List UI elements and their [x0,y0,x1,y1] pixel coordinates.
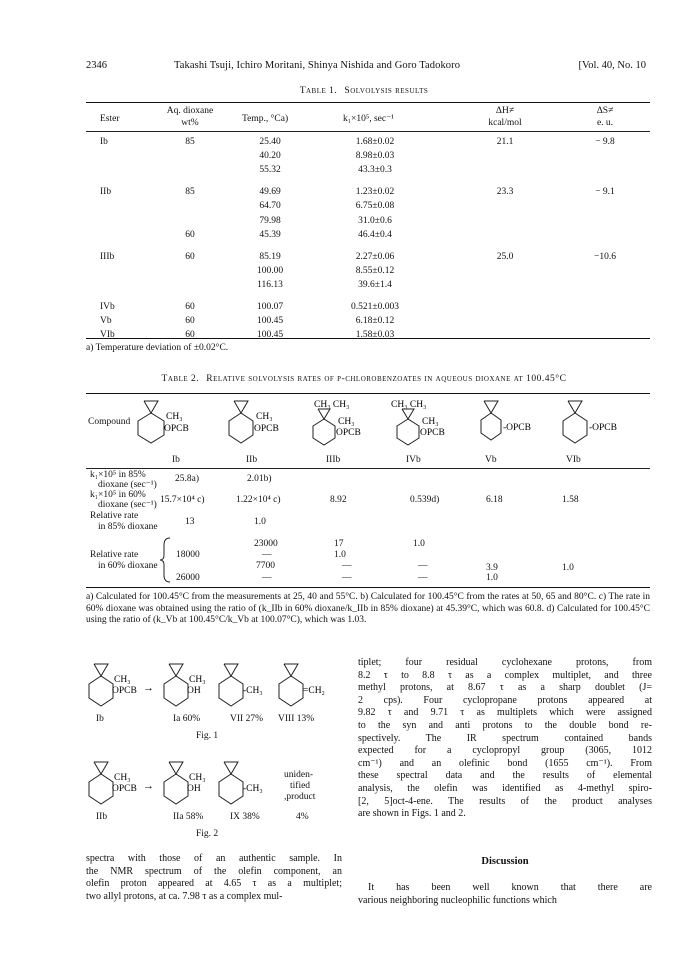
table1-cell-ester: Vb [100,316,112,327]
table1-cell-k: 1.23±0.02 [355,187,395,198]
discussion-heading: Discussion [481,856,529,867]
left_bottom-line: olefin proton appeared at 4.65 τ as a multiplet; [86,878,342,890]
table1-cell-ester: IIb [100,187,112,198]
table1-cell-dh: 23.3 [496,187,514,198]
left_bottom-line: two allyl protons, at ca. 7.98 τ as a complex mul- [86,890,283,902]
table1-cell-ds: − 9.1 [595,187,615,198]
discussion_text-line: various neighboring nucleophilic functions which [358,894,557,906]
table1-bottom-rule [86,338,650,339]
table1-cell-dioxane: 60 [185,229,195,240]
svg-text:CH₃: CH₃ [166,412,183,422]
svg-text:OH: OH [187,686,201,696]
volume-info: [Vol. 40, No. 10 [578,60,646,71]
svg-text:→: → [143,682,154,694]
table1-cell-k: 46.4±0.4 [358,229,392,240]
structure-iib [229,401,279,443]
right_col-line: are shown in Figs. 1 and 2. [358,808,466,820]
right_col-line: methyl protons, at 8.67 τ as a sharp doublet (J= [358,682,652,694]
right_col-line: these spectral data and the results of elemental [358,770,652,782]
right_col-line: 8.2 τ to 8.8 τ as a complex multiplet, and three [358,669,652,681]
fig2-caption: Fig. 2 [196,829,219,839]
right_col-line: [2, 5]oct-4-ene. The results of the product analyses [358,795,652,807]
svg-text:→: → [143,780,154,792]
svg-text:-OPCB: -OPCB [503,423,531,433]
left-column-text [86,853,342,903]
fig1-caption: Fig. 1 [196,731,219,741]
left_bottom-line: spectra with those of an authentic sample. In [86,853,342,864]
table1-cell-temp: 45.39 [259,229,281,240]
table1-cell-k: 0.521±0.003 [351,302,399,312]
table1-cell-k: 43.3±0.3 [358,165,392,176]
table1-cell-dh: 21.1 [496,137,514,147]
table1-cell-k: 1.58±0.03 [355,330,395,341]
table1-cell-ester: VIb [100,330,115,341]
table1-cell-k: 8.98±0.03 [355,151,395,162]
right_col-line: to the syn and anti protons to the double bond re- [358,719,652,731]
svg-text:-CH₃: -CH₃ [243,686,263,696]
table1-cell-k: 6.75±0.08 [355,201,395,212]
fig2-iia [164,762,206,804]
right_col-line: tiplet; four residual cyclohexane protons, from [358,657,652,668]
table1-cell-temp: 116.13 [257,279,283,290]
structure-vib [563,401,617,443]
discussion_text-line: It has been well known that there are [368,882,652,893]
table1-cell-temp: 49.69 [259,187,281,198]
table1-header-rule [86,131,650,132]
table1-cell-dioxane: 60 [185,330,195,341]
svg-text:-CH₃: -CH₃ [243,784,263,794]
structure-iiib-top: CH₃ CH₃ [314,400,350,410]
table1-cell-temp: 100.07 [256,302,284,312]
table1-cell-temp: 55.32 [259,165,281,176]
table1-cell-temp: 100.00 [256,265,284,276]
svg-text:CH₃ CH₃: CH₃ CH₃ [391,400,427,410]
table1-cell-ds: − 9.8 [595,137,615,147]
right_col-line: expected for a cyclopropyl group (3065, 1012 [358,745,652,757]
table2-structures [86,393,656,455]
table2-caption: Table 2. Relative solvolysis rates of p-chlorobenzoates in aqueous dioxane at 100.45°C [161,374,567,384]
svg-text:-OPCB: -OPCB [589,423,617,433]
table1-cell-temp: 25.40 [259,137,281,147]
table1-cell-ester: IIIb [100,251,115,262]
table1-cell-k: 31.0±0.6 [358,215,392,226]
svg-text:CH₃: CH₃ [189,675,206,685]
table1-cell-k: 8.55±0.12 [355,265,395,276]
table1-cell-k: 39.6±1.4 [358,279,392,290]
right_col-line: analysis, the olefin was identified as 4-methyl spiro- [358,782,652,794]
svg-text:CH₃: CH₃ [256,412,273,422]
table1-top-rule [86,102,650,103]
table1-footnote: a) Temperature deviation of ±0.02°C. [86,343,229,353]
table1-cell-temp: 85.19 [259,251,281,262]
structure-ib [138,401,189,443]
svg-text:CH₃: CH₃ [114,773,131,783]
table1-cell-temp: 40.20 [259,151,281,162]
svg-text:OPCB: OPCB [254,424,279,434]
table1-caption: Table 1. Solvolysis results [299,86,429,96]
fig2-iib [89,762,137,804]
svg-text:OPCB: OPCB [336,428,361,438]
table1-cell-temp: 100.45 [256,316,284,327]
table1-cell-dh: 25.0 [496,251,514,262]
structure-vb [481,401,531,440]
right_col-line: 9.82 τ and 9.71 τ as multiplets which were assigned [358,707,652,719]
structure-iiib [313,400,361,445]
table1-cell-dioxane: 60 [185,316,195,327]
fig2-ix [219,762,263,804]
fig1-ia [164,664,206,706]
svg-text:OH: OH [187,784,201,794]
brace-icon [160,537,172,583]
structure-ivb [391,400,445,445]
table2-footnote: a) Calculated for 100.45°C from the measurements at 25, 40 and 55°C. b) Calculated for 100.45°C from the rates at 50, 65 and 80°C. c) The rate in 60% dioxane was obtained using the ratio of (k_IIb in 60% dioxane/k_IIb in 85% dioxane) at 45.39°C, which was 60.8. d) Calculated for 100.45°C using the ratio of (k_Vb at 100.45°C/k_Vb at 100.07°C), which was 1.03. [86,592,650,625]
svg-text:CH₃: CH₃ [114,675,131,685]
fig1-vii [219,664,263,706]
table1-cell-dioxane: 85 [185,187,195,198]
table1-cell-temp: 79.98 [259,215,281,226]
svg-text:OPCB: OPCB [112,784,137,794]
svg-text:=CH₂: =CH₂ [303,686,325,696]
running-authors: Takashi Tsuji, Ichiro Moritani, Shinya Nishida and Goro Tadokoro [174,60,461,71]
left_bottom-line: the NMR spectrum of the olefin component, an [86,865,342,877]
svg-text:CH₃: CH₃ [422,417,439,427]
table1-cell-k: 6.18±0.12 [355,316,395,327]
running-header [86,60,646,76]
fig1-ib [89,664,137,706]
discussion-text [358,882,652,907]
table1-cell-k: 2.27±0.06 [355,251,395,262]
compound-label: Compound [88,417,131,427]
table1-cell-dioxane: 60 [185,302,195,312]
table2-bottom-rule [86,587,650,588]
table2-header-rule [86,468,650,469]
table1-cell-dioxane: 85 [185,137,195,147]
svg-text:OPCB: OPCB [112,686,137,696]
page-number: 2346 [86,60,107,71]
table1-cell-ds: −10.6 [594,251,616,262]
svg-text:OPCB: OPCB [420,428,445,438]
right-column-text [358,657,652,821]
right_col-line: 2 cps). Four cyclopropane protons appeared at [358,694,652,706]
svg-text:OPCB: OPCB [164,424,189,434]
fig1-viii [279,664,325,706]
right_col-line: cm⁻¹) and an olefinic bond (1655 cm⁻¹). From [358,757,652,769]
svg-text:CH₃: CH₃ [189,773,206,783]
table1-cell-dioxane: 60 [185,251,195,262]
right_col-line: spectively. The IR spectrum contained bands [358,732,652,744]
table1-cell-ester: IVb [100,302,115,312]
table1-cell-temp: 64.70 [259,201,281,212]
svg-text:CH₃: CH₃ [338,417,355,427]
table1-cell-k: 1.68±0.02 [355,137,395,147]
table1-cell-ester: Ib [100,137,108,147]
table1-cell-temp: 100.45 [256,330,284,341]
